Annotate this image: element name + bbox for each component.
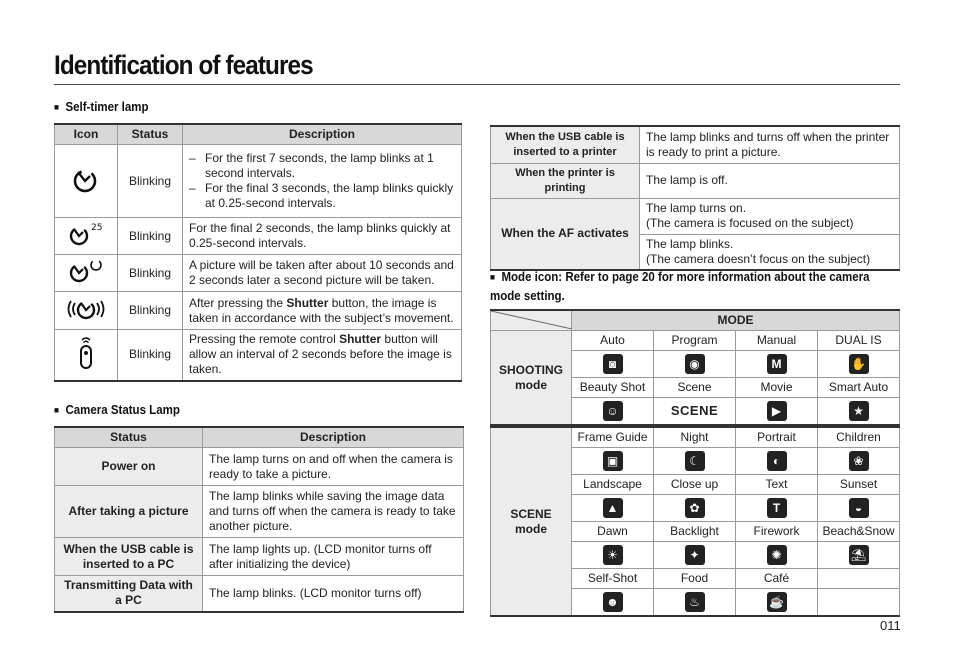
table-row: Blinking Pressing the remote control Shutter button will allow an interval of 2 seconds before the image is taken. (55, 330, 462, 381)
self-timer-heading: ■ Self-timer lamp (54, 100, 149, 114)
manual-mode-icon: M (767, 354, 787, 374)
table-row: Blinking – For the first 7 seconds, the lamp blinks at 1 second intervals. – For the final 3 seconds, the lamp blinks quickly at 0.25-second intervals. (55, 145, 462, 218)
food-icon: ♨ (685, 592, 705, 612)
motion-timer-icon (55, 292, 118, 330)
table-row: Blinking After pressing the Shutter button, the image is taken in accordance with the subject’s movement. (55, 292, 462, 330)
page-title: Identification of features (54, 50, 313, 80)
backlight-icon: ✦ (685, 545, 705, 565)
scene-mode-label: SCENE mode (491, 427, 572, 616)
dual-is-mode-icon: ✋ (849, 354, 869, 374)
self-shot-icon: ☻ (603, 592, 623, 612)
movie-mode-icon: ▶ (767, 401, 787, 421)
scene-mode-table: SCENE mode Frame Guide Night Portrait Children ▣ ☾ ◐ ❀ Landscape Close up Text Sunset ▲ ✿ T ◒ Dawn Backlight Firework Beach&Snow ☀ ✦ ✺ ⛱ Self-Shot Food Café ☻ ♨ ☕ (490, 426, 900, 617)
table-row: When the USB cable is inserted to a printer The lamp blinks and turns off when the printer is ready to print a picture. (491, 126, 900, 163)
close-up-icon: ✿ (685, 498, 705, 518)
page-number: 011 (880, 618, 901, 633)
table-row: The lamp blinks. (The camera doesn’t focus on the subject) (491, 234, 900, 270)
table-row: When the AF activates The lamp turns on. (The camera is focused on the subject) (491, 198, 900, 234)
dawn-icon: ☀ (603, 545, 623, 565)
beauty-shot-mode-icon: ☺ (603, 401, 623, 421)
table-row: 25 Blinking For the final 2 seconds, the lamp blinks quickly at 0.25-second intervals. (55, 218, 462, 255)
cafe-icon: ☕ (767, 592, 787, 612)
table-row: When the printer is printing The lamp is off. (491, 163, 900, 198)
children-icon: ❀ (849, 451, 869, 471)
camera-status-heading: ■ Camera Status Lamp (54, 403, 180, 417)
remote-control-icon (55, 330, 118, 381)
smart-auto-mode-icon: ★ (849, 401, 869, 421)
table-row: Transmitting Data with a PC The lamp blinks. (LCD monitor turns off) (55, 576, 464, 612)
svg-text:25: 25 (91, 223, 103, 233)
self-timer-table (54, 123, 462, 382)
table-row: Power on The lamp turns on and off when the camera is ready to take a picture. (55, 448, 464, 486)
firework-icon: ✺ (767, 545, 787, 565)
mode-icon-heading: ■ Mode icon: Refer to page 20 for more information about the camera mode setting. (490, 268, 895, 305)
frame-guide-icon: ▣ (603, 451, 623, 471)
table-row: After taking a picture The lamp blinks while saving the image data and turns off when the camera is ready to take another picture. (55, 486, 464, 538)
double-timer-icon (55, 255, 118, 292)
landscape-icon: ▲ (603, 498, 623, 518)
shooting-mode-label: SHOOTING mode (491, 331, 572, 426)
auto-mode-icon: ◙ (603, 354, 623, 374)
text-icon: T (767, 498, 787, 518)
program-mode-icon: ◉ (685, 354, 705, 374)
sunset-icon: ◒ (849, 498, 869, 518)
camera-status-table: Status Description Power on The lamp turns on and off when the camera is ready to take a picture. After taking a picture The lamp blinks while saving the image data and turns off when the camera is ready to take another picture. When the USB cable is inserted to a PC The lamp lights up. (LCD monitor turns off after initializing the device) Transmitting Data with a PC The lamp blinks. (LCD monitor turns off) (54, 426, 464, 613)
shooting-mode-table: MODE SHOOTING mode Auto Program Manual DUAL IS ◙ ◉ M ✋ Beauty Shot Scene Movie Smart Auto ☺ SCENE ▶ ★ (490, 309, 900, 426)
status-continued-table (490, 125, 900, 271)
col-status: Status (118, 124, 183, 145)
beach-snow-icon: ⛱ (849, 545, 869, 565)
night-icon: ☾ (685, 451, 705, 471)
portrait-icon: ◐ (767, 451, 787, 471)
diagonal-header-cell (491, 310, 572, 331)
title-rule (54, 84, 900, 85)
self-timer-2s-icon (55, 218, 118, 255)
col-icon: Icon (55, 124, 118, 145)
col-description: Description (183, 124, 462, 145)
self-timer-10s-icon (55, 145, 118, 218)
table-row: When the USB cable is inserted to a PC The lamp lights up. (LCD monitor turns off after initializing the device) (55, 538, 464, 576)
scene-mode-icon: SCENE (670, 403, 719, 418)
table-row: Blinking A picture will be taken after about 10 seconds and 2 seconds later a second picture will be taken. (55, 255, 462, 292)
mode-header: MODE (572, 310, 900, 331)
